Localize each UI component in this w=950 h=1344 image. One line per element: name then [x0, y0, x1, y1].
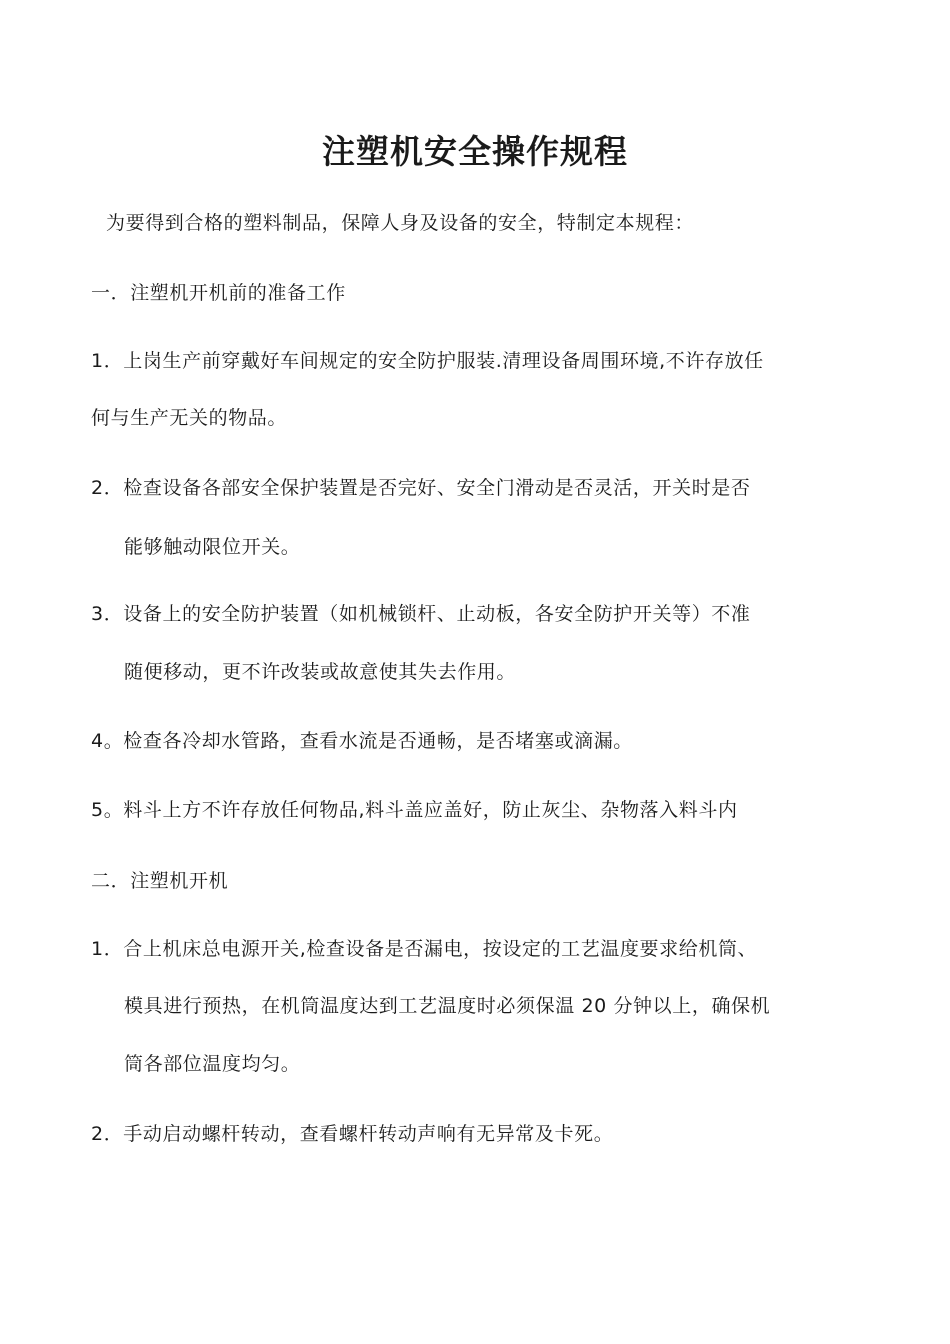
list-item-number: 2．: [91, 477, 124, 499]
list-item-line: [91, 1119, 613, 1149]
list-item-number: 4。: [91, 730, 124, 752]
list-item-text: 料斗上方不许存放任何物品,料斗盖应盖好，防止灰尘、杂物落入料斗内: [123, 799, 738, 821]
list-item-number: 1．: [91, 938, 124, 960]
list-item-text: 检查各冷却水管路，查看水流是否通畅，是否堵塞或滴漏。: [123, 730, 633, 752]
list-item-line: [91, 473, 751, 503]
list-item-line: 模具进行预热，在机筒温度达到工艺温度时必须保温 20 分钟以上，确保机: [124, 995, 771, 1017]
document-title: 注塑机安全操作规程: [322, 132, 628, 171]
list-item-number: 5。: [91, 799, 124, 821]
list-item-line: [91, 726, 633, 756]
list-item-line: 随便移动，更不许改装或故意使其失去作用。: [124, 661, 517, 683]
list-item-number: 3．: [91, 603, 124, 625]
list-item-line: [91, 599, 751, 629]
list-item-text: 检查设备各部安全保护装置是否完好、安全门滑动是否灵活，开关时是否: [123, 477, 751, 499]
list-item-line: [91, 934, 757, 964]
list-item-line: 何与生产无关的物品。: [91, 407, 288, 429]
list-item-line: [91, 346, 764, 376]
list-item-line: [91, 795, 738, 825]
intro-paragraph: 为要得到合格的塑料制品，保障人身及设备的安全，特制定本规程：: [106, 212, 695, 234]
section-heading-1: 一．注塑机开机前的准备工作: [91, 282, 346, 304]
section-heading-2: 二．注塑机开机: [91, 870, 229, 892]
list-item-text: 手动启动螺杆转动，查看螺杆转动声响有无异常及卡死。: [123, 1123, 614, 1145]
list-item-text: 设备上的安全防护装置（如机械锁杆、止动板，各安全防护开关等）不准: [123, 603, 751, 625]
list-item-line: 筒各部位温度均匀。: [124, 1053, 301, 1075]
list-item-line: 能够触动限位开关。: [124, 536, 301, 558]
list-item-text: 合上机床总电源开关,检查设备是否漏电，按设定的工艺温度要求给机筒、: [123, 938, 758, 960]
list-item-number: 1．: [91, 350, 124, 372]
list-item-number: 2．: [91, 1123, 124, 1145]
list-item-text: 上岗生产前穿戴好车间规定的安全防护服装.清理设备周围环境,不许存放任: [123, 350, 764, 372]
